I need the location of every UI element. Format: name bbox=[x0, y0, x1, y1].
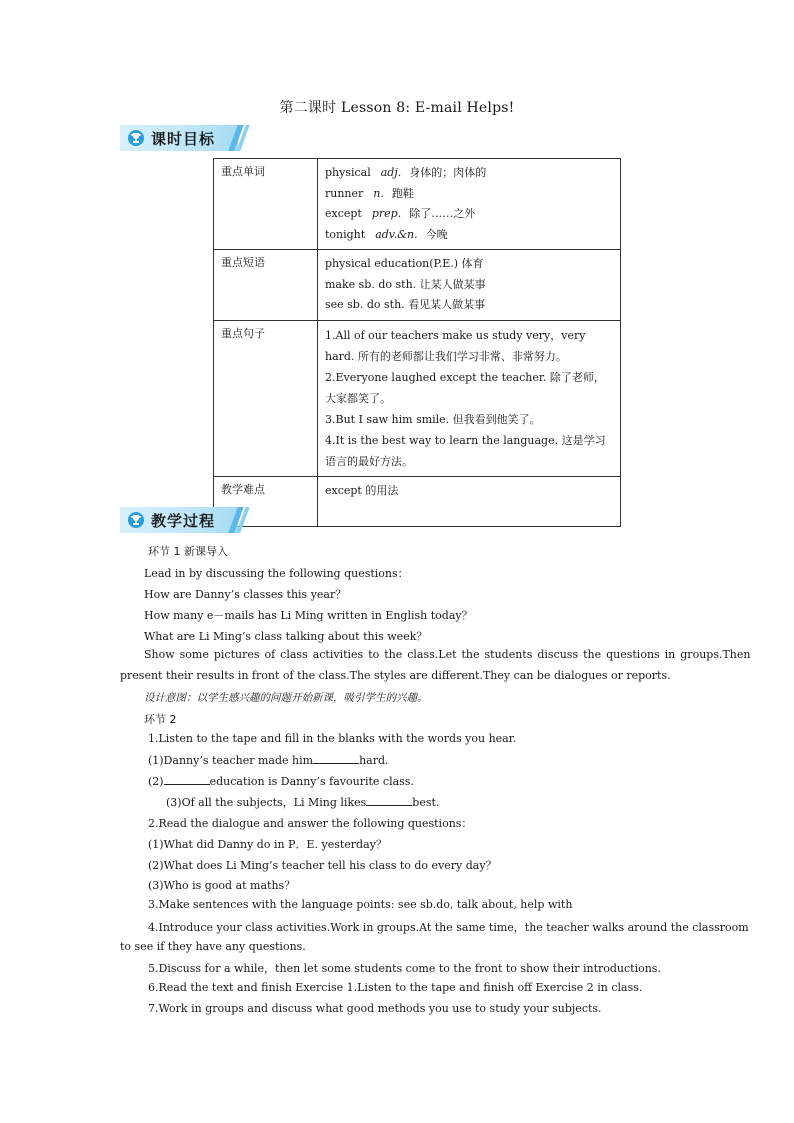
row-key: 重点单词 bbox=[214, 159, 318, 250]
section-title: 课时目标 bbox=[151, 130, 216, 148]
blank-line[interactable] bbox=[164, 774, 210, 785]
blank-line[interactable] bbox=[313, 753, 359, 764]
row-content bbox=[318, 476, 621, 526]
question: What are Li Ming’s class talking about this week？ bbox=[144, 630, 428, 643]
step-heading: 环节 2 bbox=[144, 713, 177, 726]
table-row bbox=[214, 476, 621, 526]
design-intent: 设计意图：以学生感兴趣的问题开始新课，吸引学生的兴趣。 bbox=[144, 692, 428, 704]
section-header-process bbox=[120, 507, 248, 533]
question: (3)Who is good at maths？ bbox=[148, 879, 296, 892]
word-line: tonight adv.&n. 今晚 bbox=[325, 227, 448, 241]
phrase-line: see sb. do sth. 看见某人做某事 bbox=[325, 298, 486, 311]
trophy-icon bbox=[128, 512, 144, 528]
table-row bbox=[214, 320, 621, 476]
instruction: 6.Read the text and finish Exercise 1.Listen to the tape and finish off Exercise 2 in class. bbox=[148, 981, 643, 994]
instruction: 7.Work in groups and discuss what good methods you use to study your subjects. bbox=[148, 1002, 602, 1015]
section-header-objectives bbox=[120, 125, 248, 151]
sentence: 3.But I saw him smile. 但我看到他笑了。 bbox=[325, 412, 541, 426]
question: How many e－mails has Li Ming written in English today？ bbox=[144, 609, 473, 622]
table-row bbox=[214, 159, 621, 250]
row-content bbox=[318, 320, 621, 476]
blank-line[interactable] bbox=[366, 795, 412, 806]
paragraph: Lead in by discussing the following questions： bbox=[144, 567, 409, 580]
instruction: 5.Discuss for a while，then let some students come to the front to show their introductions. bbox=[148, 962, 661, 975]
row-key: 重点短语 bbox=[214, 250, 318, 321]
instruction: 3.Make sentences with the language points: see sb.do, talk about, help with bbox=[148, 898, 573, 911]
question: How are Danny’s classes this year？ bbox=[144, 588, 347, 601]
sentence: 2.Everyone laughed except the teacher. 除了老师，大家都笑了。 bbox=[325, 370, 605, 405]
word-line: runner n. 跑鞋 bbox=[325, 186, 414, 200]
word-line: physical adj. 身体的；肉体的 bbox=[325, 166, 487, 179]
table-row bbox=[214, 250, 621, 321]
fill-blank: (1)Danny’s teacher made him hard. bbox=[148, 754, 389, 767]
section-title: 教学过程 bbox=[151, 512, 216, 530]
row-key: 重点句子 bbox=[214, 320, 318, 476]
row-content bbox=[318, 250, 621, 321]
fill-blank: (3)Of all the subjects，Li Ming likes best. bbox=[166, 796, 440, 809]
paragraph: present their results in front of the class.The styles are different.They can be dialogues or reports. bbox=[120, 669, 671, 682]
question: (1)What did Danny do in P．E. yesterday？ bbox=[148, 838, 387, 851]
step-heading: 环节 1 新课导入 bbox=[148, 545, 228, 558]
instruction: 2.Read the dialogue and answer the following questions： bbox=[148, 817, 473, 830]
word-line: except prep. 除了……之外 bbox=[325, 207, 476, 220]
trophy-icon bbox=[128, 130, 144, 146]
instruction: 1.Listen to the tape and fill in the blanks with the words you hear. bbox=[148, 732, 517, 745]
row-content bbox=[318, 159, 621, 250]
sentence: 4.It is the best way to learn the language. 这是学习语言的最好方法。 bbox=[325, 433, 606, 468]
page-title: 第二课时 Lesson 8: E-mail Helps! bbox=[279, 100, 515, 116]
instruction: 4.Introduce your class activities.Work in groups.At the same time，the teacher walks around the classroom bbox=[148, 921, 749, 934]
objectives-table bbox=[213, 158, 621, 527]
paragraph: Show some pictures of class activities to the class.Let the students discuss the questions in groups.Then bbox=[144, 648, 751, 661]
sentence: 1.All of our teachers make us study very，very hard. 所有的老师都让我们学习非常、非常努力。 bbox=[325, 328, 586, 363]
difficulty-line: except 的用法 bbox=[325, 483, 399, 497]
instruction: to see if they have any questions. bbox=[120, 940, 306, 953]
phrase-line: physical education(P.E.) 体育 bbox=[325, 257, 484, 270]
row-key: 教学难点 bbox=[214, 476, 318, 526]
question: (2)What does Li Ming’s teacher tell his class to do every day？ bbox=[148, 859, 497, 872]
fill-blank: (2) education is Danny’s favourite class. bbox=[148, 775, 414, 788]
phrase-line: make sb. do sth. 让某人做某事 bbox=[325, 277, 486, 291]
